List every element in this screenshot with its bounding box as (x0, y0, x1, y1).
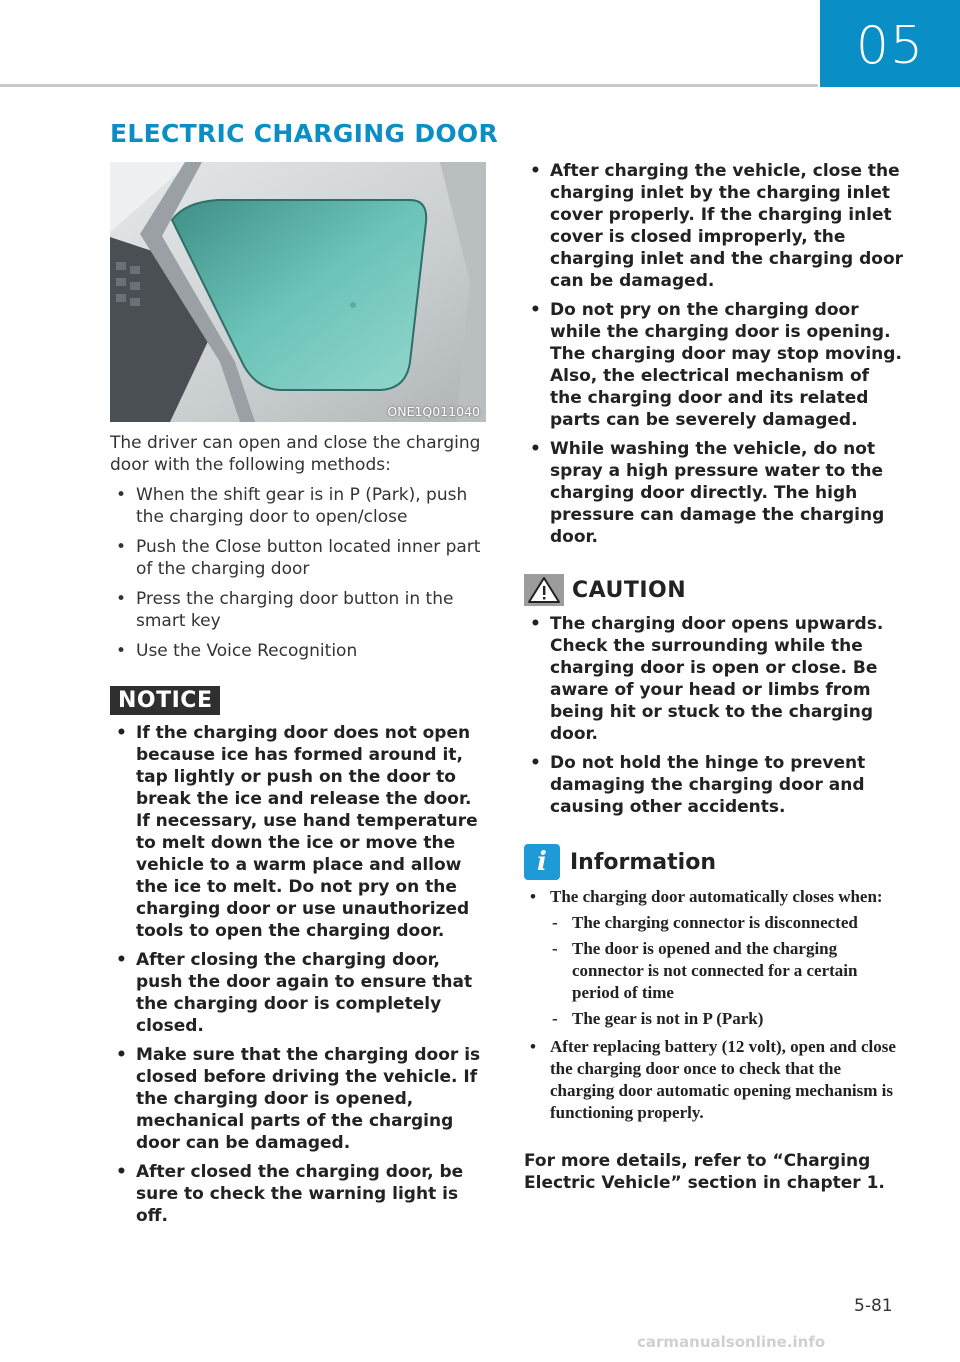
chapter-number: 05 (855, 16, 925, 76)
intro-paragraph: The driver can open and close the charging door with the following methods: (110, 433, 481, 475)
caution-list (524, 613, 904, 818)
figure-code: ONE1Q011040 (387, 404, 480, 419)
reference-note: For more details, refer to “Charging Electric Vehicle” section in chapter 1. (524, 1151, 885, 1193)
list-item: • While washing the vehicle, do not spray a high pressure water to the charging door directly. The high pressure can damage the charging door. (524, 438, 904, 548)
list-item: • Do not hold the hinge to prevent damaging the charging door and causing other accidents. (524, 752, 904, 818)
warning-triangle-icon (524, 574, 564, 606)
caution-label: CAUTION (572, 577, 687, 603)
list-item: • After replacing battery (12 volt), open and close the charging door once to check that the charging door automatic opening mechanism is functioning properly. (524, 1036, 904, 1124)
watermark: carmanualsonline.info (637, 1333, 826, 1351)
sublist-item: - The gear is not in P (Park) (550, 1008, 904, 1030)
list-item: • Push the Close button located inner part of the charging door (110, 536, 490, 580)
information-item-text: The charging door automatically closes when: (550, 887, 883, 906)
methods-list (110, 484, 490, 662)
list-item: • The charging door opens upwards. Check the surrounding while the charging door is open or close. Be aware of your head or limbs from being hit or stuck to the charging door. (524, 613, 904, 745)
information-label: Information (570, 849, 716, 875)
list-item: • If the charging door does not open because ice has formed around it, tap lightly or push on the door to break the ice and release the door. If necessary, use hand temperature to melt down the ice or move the vehicle to a warm place and allow the ice to melt. Do not pry on the charging door or use unauthorized tools to open the charging door. (110, 722, 490, 942)
list-item: • After charging the vehicle, close the charging inlet by the charging inlet cover properly. If the charging inlet cover is closed improperly, the charging inlet and the charging door can be damaged. (524, 160, 904, 292)
right-column (524, 160, 904, 1194)
information-header (524, 844, 904, 880)
notice-list (110, 722, 490, 1227)
list-item: • Use the Voice Recognition (110, 640, 490, 662)
chapter-tab (820, 0, 960, 87)
notice-label: NOTICE (110, 686, 220, 715)
information-icon: i (524, 844, 560, 880)
page-number: 5-81 (854, 1296, 893, 1316)
list-item (524, 886, 904, 1030)
caution-header (524, 574, 904, 606)
notice-list-continued (524, 160, 904, 548)
list-item: • After closing the charging door, push the door again to ensure that the charging door is completely closed. (110, 949, 490, 1037)
information-sublist (550, 912, 904, 1030)
list-item: • After closed the charging door, be sure to check the warning light is off. (110, 1161, 490, 1227)
charging-door-illustration (110, 162, 486, 422)
information-list (524, 886, 904, 1124)
sublist-item: - The charging connector is disconnected (550, 912, 904, 934)
header-rule (0, 84, 818, 87)
list-item: • Do not pry on the charging door while the charging door is opening. The charging door may stop moving. Also, the electrical mechanism of the charging door and its related parts can be severely damaged. (524, 299, 904, 431)
list-item: • When the shift gear is in P (Park), push the charging door to open/close (110, 484, 490, 528)
sublist-item: - The door is opened and the charging connector is not connected for a certain period of time (550, 938, 904, 1004)
left-column (110, 432, 490, 1227)
list-item: • Press the charging door button in the smart key (110, 588, 490, 632)
car-charging-door-image (110, 162, 486, 422)
section-title: ELECTRIC CHARGING DOOR (110, 119, 499, 148)
list-item: • Make sure that the charging door is closed before driving the vehicle. If the charging door is opened, mechanical parts of the charging door can be damaged. (110, 1044, 490, 1154)
